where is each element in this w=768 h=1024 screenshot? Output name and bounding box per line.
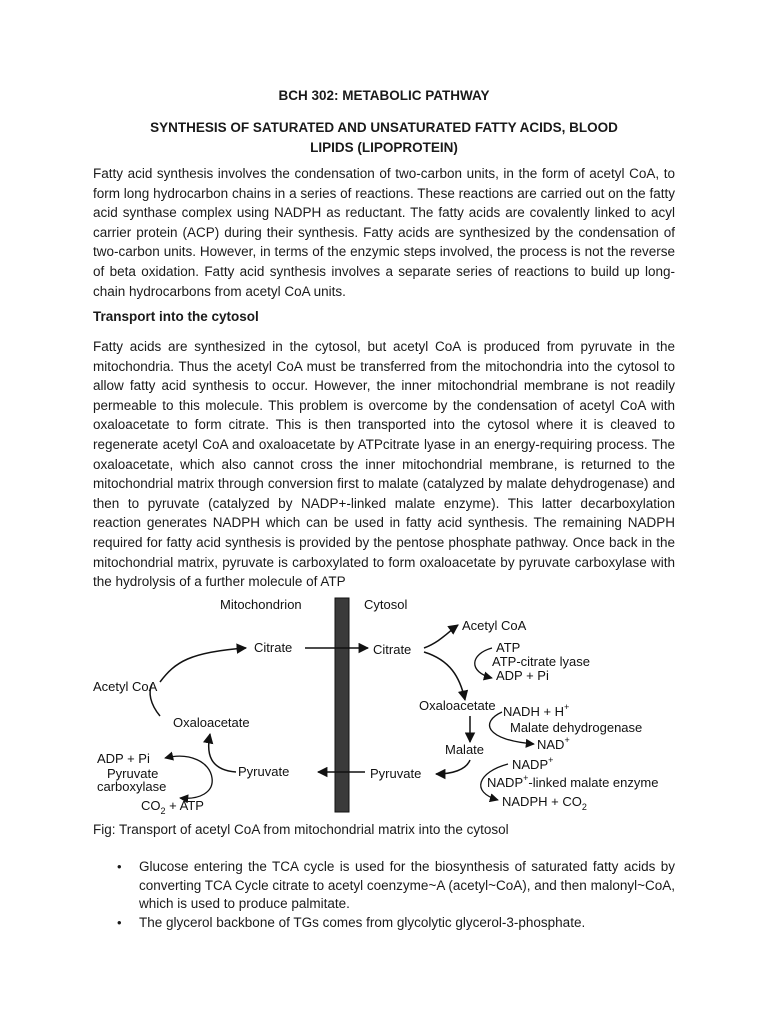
- nadph-co2-label: NADPH + $CO_2$: [502, 794, 587, 812]
- bullet-text: The glycerol backbone of TGs comes from glycolytic glycerol-3-phosphate.: [139, 914, 586, 930]
- list-item: [93, 858, 675, 914]
- nadp-label: NADP+: [512, 755, 554, 772]
- transport-diagram: [0, 592, 768, 820]
- citrate-to-acetyl-arrow: [424, 625, 458, 648]
- co2-atp-label: $CO_2$ + ATP: [141, 798, 204, 816]
- section-paragraph: Fatty acids are synthesized in the cytosol, but acetyl CoA is produced from pyruvate in the mitochondria. Thus the acetyl CoA must be transferred from the mitochondria into the cytosol to allow fatty acid synthesis to occur. However, the inner mitochondrial membrane is not readily permeable to this molecule. This problem is overcome by the condensation of acetyl CoA with oxaloacetate to form citrate. This is then transported into the cytosol where it is cleaved to regenerate acetyl CoA and oxaloacetate by ATPcitrate lyase in an energy-requiring process. The oxaloacetate, which also cannot cross the inner mitochondrial membrane, is returned to the mitochondrial matrix through conversion first to malate (catalyzed by malate dehydrogenase) and then to pyruvate (catalyzed by NADP+-linked malate enzyme). This latter decarboxylation reaction generates NADPH which can be used in fatty acid synthesis. The remaining NADPH required for fatty acid synthesis is provided by the pentose phosphate pathway. Once back in the mitochondrial matrix, pyruvate is carboxylated to form oxaloacetate by pyruvate carboxylase with the hydrolysis of a further molecule of ATP: [93, 339, 675, 590]
- nad-label: NAD+: [537, 735, 570, 752]
- pyruvate-to-oxaloacetate-arrow: [209, 734, 236, 772]
- citrate-to-oxaloacetate-arrow: [424, 652, 465, 700]
- pyruvate-carboxylase-label-1: Pyruvate: [107, 766, 159, 781]
- figure-caption: Fig: Transport of acetyl CoA from mitochondrial matrix into the cytosol: [93, 822, 509, 837]
- section-heading: Transport into the cytosol: [93, 309, 259, 324]
- pyruvate-carboxylase-arrow: [165, 756, 212, 798]
- adp-pi-mito-label: ADP + Pi: [97, 751, 150, 766]
- oxaloacetate-mito-label: Oxaloacetate: [173, 715, 250, 730]
- intro-paragraph: Fatty acid synthesis involves the condensation of two-carbon units, in the form of acetyl CoA, to form long hydrocarbon chains in a series of reactions. These reactions are carried out on the fatty acid synthase complex using NADPH as reductant. The fatty acids are covalently linked to acyl carrier protein (ACP) during their synthesis. Fatty acids are synthesized by the condensation of two-carbon units. However, in terms of the enzymic steps involved, the process is not the reverse of beta oxidation. Fatty acid synthesis involves a separate series of reactions to build up long-chain hydrocarbons from acetyl CoA units.: [93, 166, 675, 299]
- malate-label: Malate: [445, 742, 485, 757]
- atp-label: ATP: [496, 640, 521, 655]
- malate-to-pyruvate-arrow: [436, 760, 470, 774]
- acetyl-to-citrate-arrow: [160, 648, 246, 682]
- cytosol-label: Cytosol: [364, 597, 408, 612]
- pyruvate-cyto-label: Pyruvate: [370, 766, 422, 781]
- nadp-malate-enzyme-label: NADP+-linked malate enzyme: [487, 773, 659, 790]
- atp-citrate-lyase-label: ATP-citrate lyase: [492, 654, 591, 669]
- course-title: BCH 302: METABOLIC PATHWAY: [278, 88, 490, 103]
- atp-citrate-lyase-arrow: [475, 648, 492, 678]
- bullet-marker: •: [117, 914, 122, 930]
- document-subtitle: SYNTHESIS OF SATURATED AND UNSATURATED FATTY ACIDS, BLOOD LIPIDS (LIPOPROTEIN): [150, 120, 618, 155]
- bullet-text: Glucose entering the TCA cycle is used for the biosynthesis of saturated fatty acids by converting TCA Cycle citrate to acetyl coenzyme~A (acetyl~CoA), and then malonyl~CoA, which is used to produce palmitate.: [139, 859, 675, 911]
- mitochondrion-label: Mitochondrion: [220, 597, 302, 612]
- oxaloacetate-cyto-label: Oxaloacetate: [419, 698, 496, 713]
- adp-pi-cyto-label: ADP + Pi: [496, 668, 549, 683]
- citrate-mito-label: Citrate: [254, 640, 293, 655]
- citrate-cyto-label: Citrate: [373, 642, 412, 657]
- acetyl-coa-mito-label: Acetyl CoA: [93, 679, 158, 694]
- nadh-label: NADH + H+: [503, 702, 570, 719]
- mitochondrial-membrane: [335, 598, 349, 812]
- acetyl-coa-cyto-label: Acetyl CoA: [462, 618, 527, 633]
- pyruvate-mito-label: Pyruvate: [238, 764, 290, 779]
- bullet-marker: •: [117, 859, 122, 874]
- malate-dehydrogenase-label: Malate dehydrogenase: [510, 720, 643, 735]
- pyruvate-carboxylase-label-2: carboxylase: [97, 779, 167, 794]
- bullet-list: [93, 858, 675, 932]
- list-item: [93, 914, 675, 933]
